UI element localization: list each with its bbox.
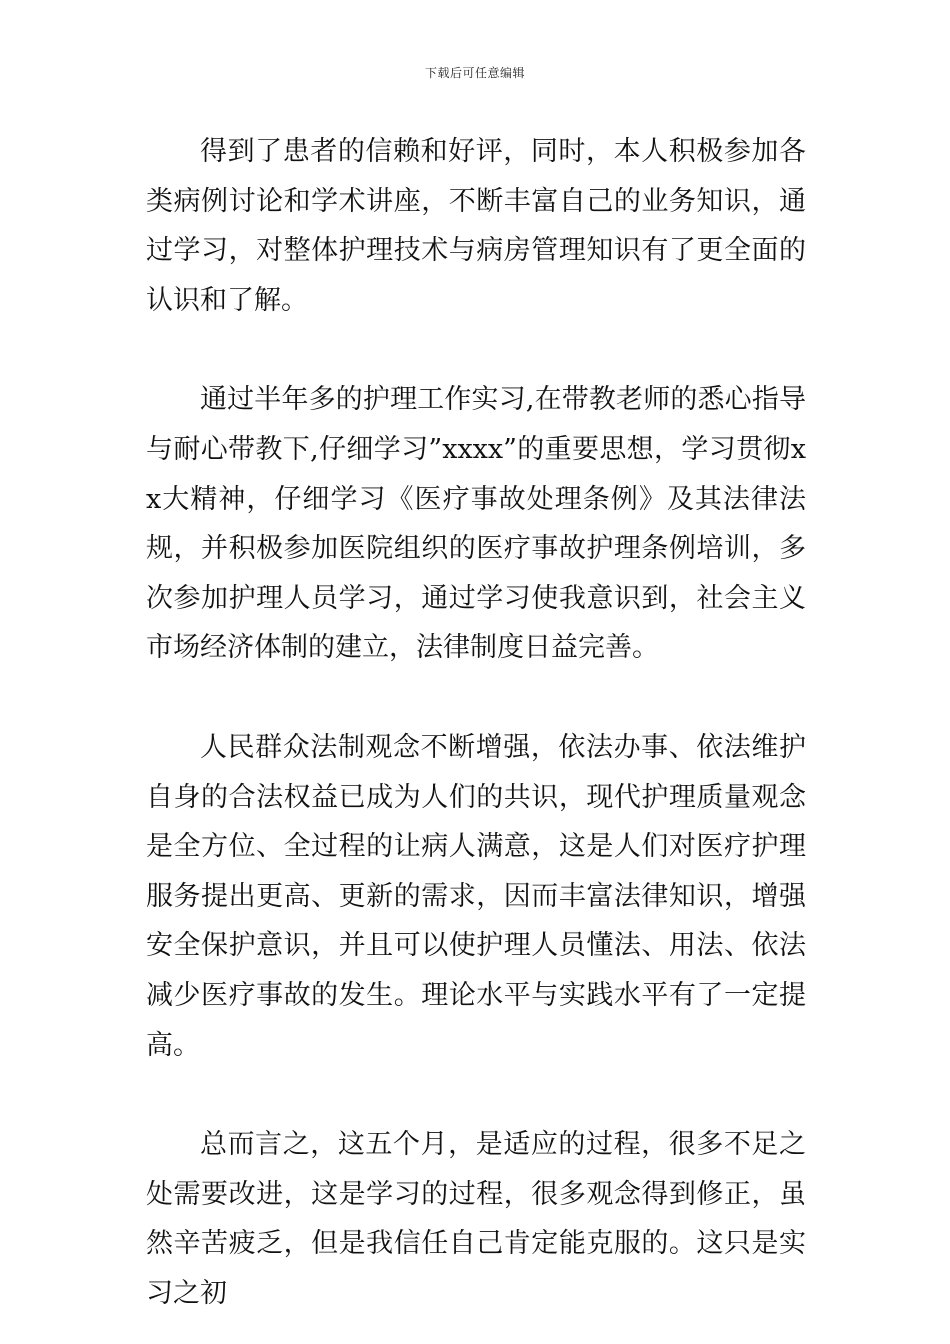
paragraph-4: 总而言之，这五个月，是适应的过程，很多不足之处需要改进，这是学习的过程，很多观念得到修正，虽然辛苦疲乏，但是我信任自己肯定能克服的。这只是实习之初 <box>146 1129 806 1309</box>
document-body <box>146 127 806 1318</box>
page-header: 下载后可任意编辑 <box>424 66 525 80</box>
paragraph-2: 通过半年多的护理工作实习,在带教老师的悉心指导与耐心带教下,仔细学习”xxxx”的重要思想，学习贯彻xx大精神，仔细学习《医疗事故处理条例》及其法律法规，并积极参加医院组织的医疗事故护理条例培训，多次参加护理人员学习，通过学习使我意识到，社会主义市场经济体制的建立，法律制度日益完善。 <box>146 384 806 664</box>
paragraph-1: 得到了患者的信赖和好评，同时，本人积极参加各类病例讨论和学术讲座，不断丰富自己的业务知识，通过学习，对整体护理技术与病房管理知识有了更全面的认识和了解。 <box>146 136 806 316</box>
paragraph-3: 人民群众法制观念不断增强，依法办事、依法维护自身的合法权益已成为人们的共识，现代护理质量观念是全方位、全过程的让病人满意，这是人们对医疗护理服务提出更高、更新的需求，因而丰富法律知识，增强安全保护意识，并且可以使护理人员懂法、用法、依法减少医疗事故的发生。理论水平与实践水平有了一定提高。 <box>146 731 806 1061</box>
